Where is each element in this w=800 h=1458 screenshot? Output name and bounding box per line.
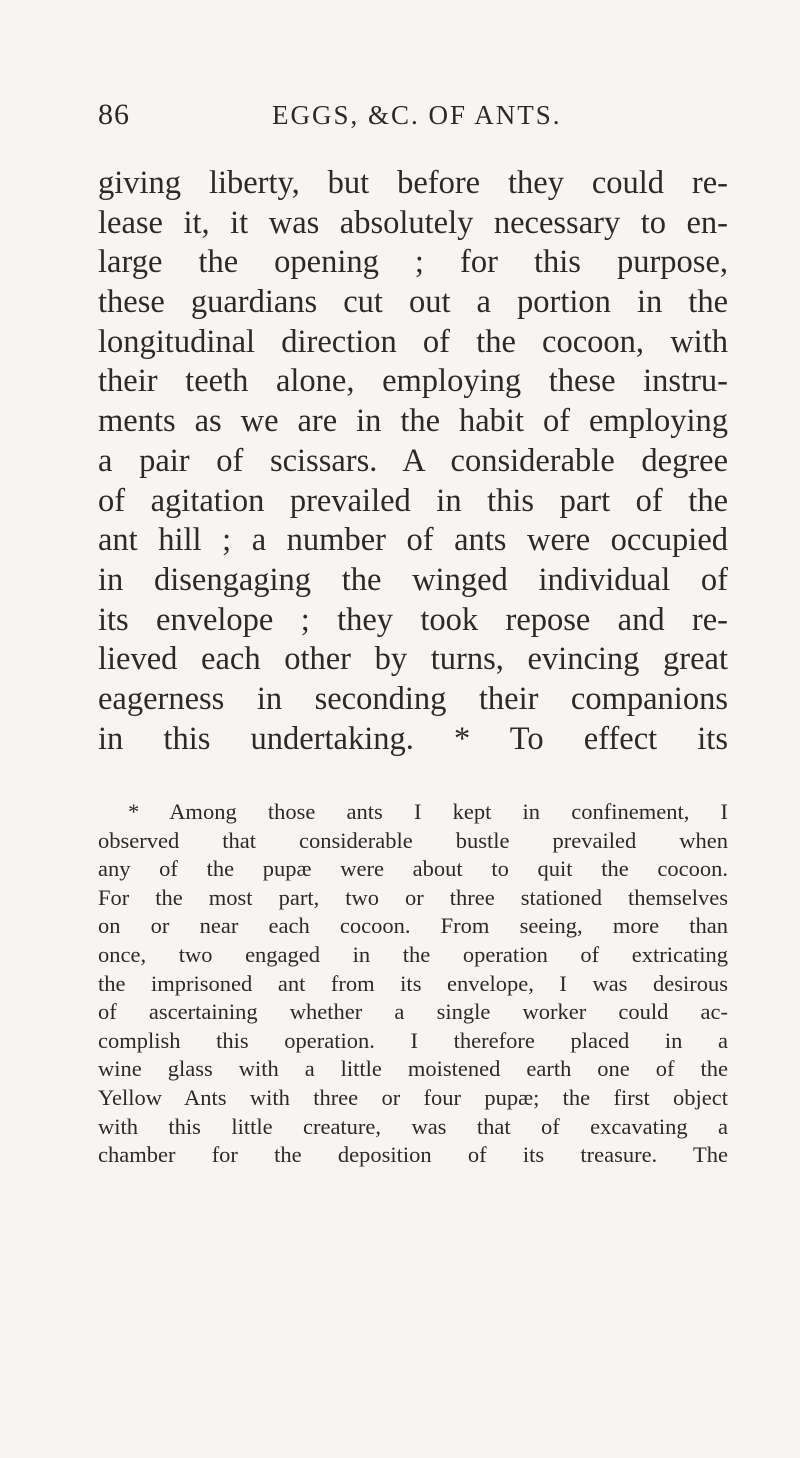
body-line: in this undertaking. * To effect its xyxy=(98,720,728,757)
footnote-line: with this little creature, was that of excavating a xyxy=(98,1113,728,1139)
running-head: EGGS, &C. OF ANTS. xyxy=(272,100,562,130)
footnote-line: once, two engaged in the operation of extricating xyxy=(98,941,728,967)
body-line: its envelope ; they took repose and re- xyxy=(98,601,728,638)
body-line: ant hill ; a number of ants were occupied xyxy=(98,522,728,559)
page-header xyxy=(98,98,718,148)
body-line: eagerness in seconding their companions xyxy=(98,680,728,717)
body-line: longitudinal direction of the cocoon, with xyxy=(98,323,728,360)
page-number: 86 xyxy=(98,98,130,131)
body-line: a pair of scissars. A considerable degree xyxy=(98,442,728,479)
body-line: these guardians cut out a portion in the xyxy=(98,284,728,321)
body-line: of agitation prevailed in this part of the xyxy=(98,482,728,519)
footnote-line: any of the pupæ were about to quit the cocoon. xyxy=(98,856,728,882)
footnote-line: of ascertaining whether a single worker could ac- xyxy=(98,999,728,1025)
footnote-line: the imprisoned ant from its envelope, I was desirous xyxy=(98,970,728,996)
body-line: giving liberty, but before they could re- xyxy=(98,165,728,201)
footnote-line: observed that considerable bustle prevailed when xyxy=(98,827,728,853)
footnote xyxy=(98,798,728,1170)
body-line: large the opening ; for this purpose, xyxy=(98,244,728,281)
body-line: ments as we are in the habit of employing xyxy=(98,403,728,440)
body-line: lease it, it was absolutely necessary to en- xyxy=(98,204,728,241)
footnote-line: wine glass with a little moistened earth one of the xyxy=(98,1056,728,1082)
body-text xyxy=(98,164,728,759)
footnote-line: chamber for the deposition of its treasure. The xyxy=(98,1142,728,1168)
footnote-line: complish this operation. I therefore placed in a xyxy=(98,1027,728,1053)
footnote-line: on or near each cocoon. From seeing, more than xyxy=(98,913,728,939)
footnote-line: For the most part, two or three stationed themselves xyxy=(98,884,728,910)
body-line: their teeth alone, employing these instru- xyxy=(98,363,728,400)
footnote-line: Yellow Ants with three or four pupæ; the first object xyxy=(98,1084,728,1110)
body-line: lieved each other by turns, evincing great xyxy=(98,641,728,678)
footnote-line: * Among those ants I kept in confinement, I xyxy=(128,799,728,824)
body-line: in disengaging the winged individual of xyxy=(98,561,728,598)
